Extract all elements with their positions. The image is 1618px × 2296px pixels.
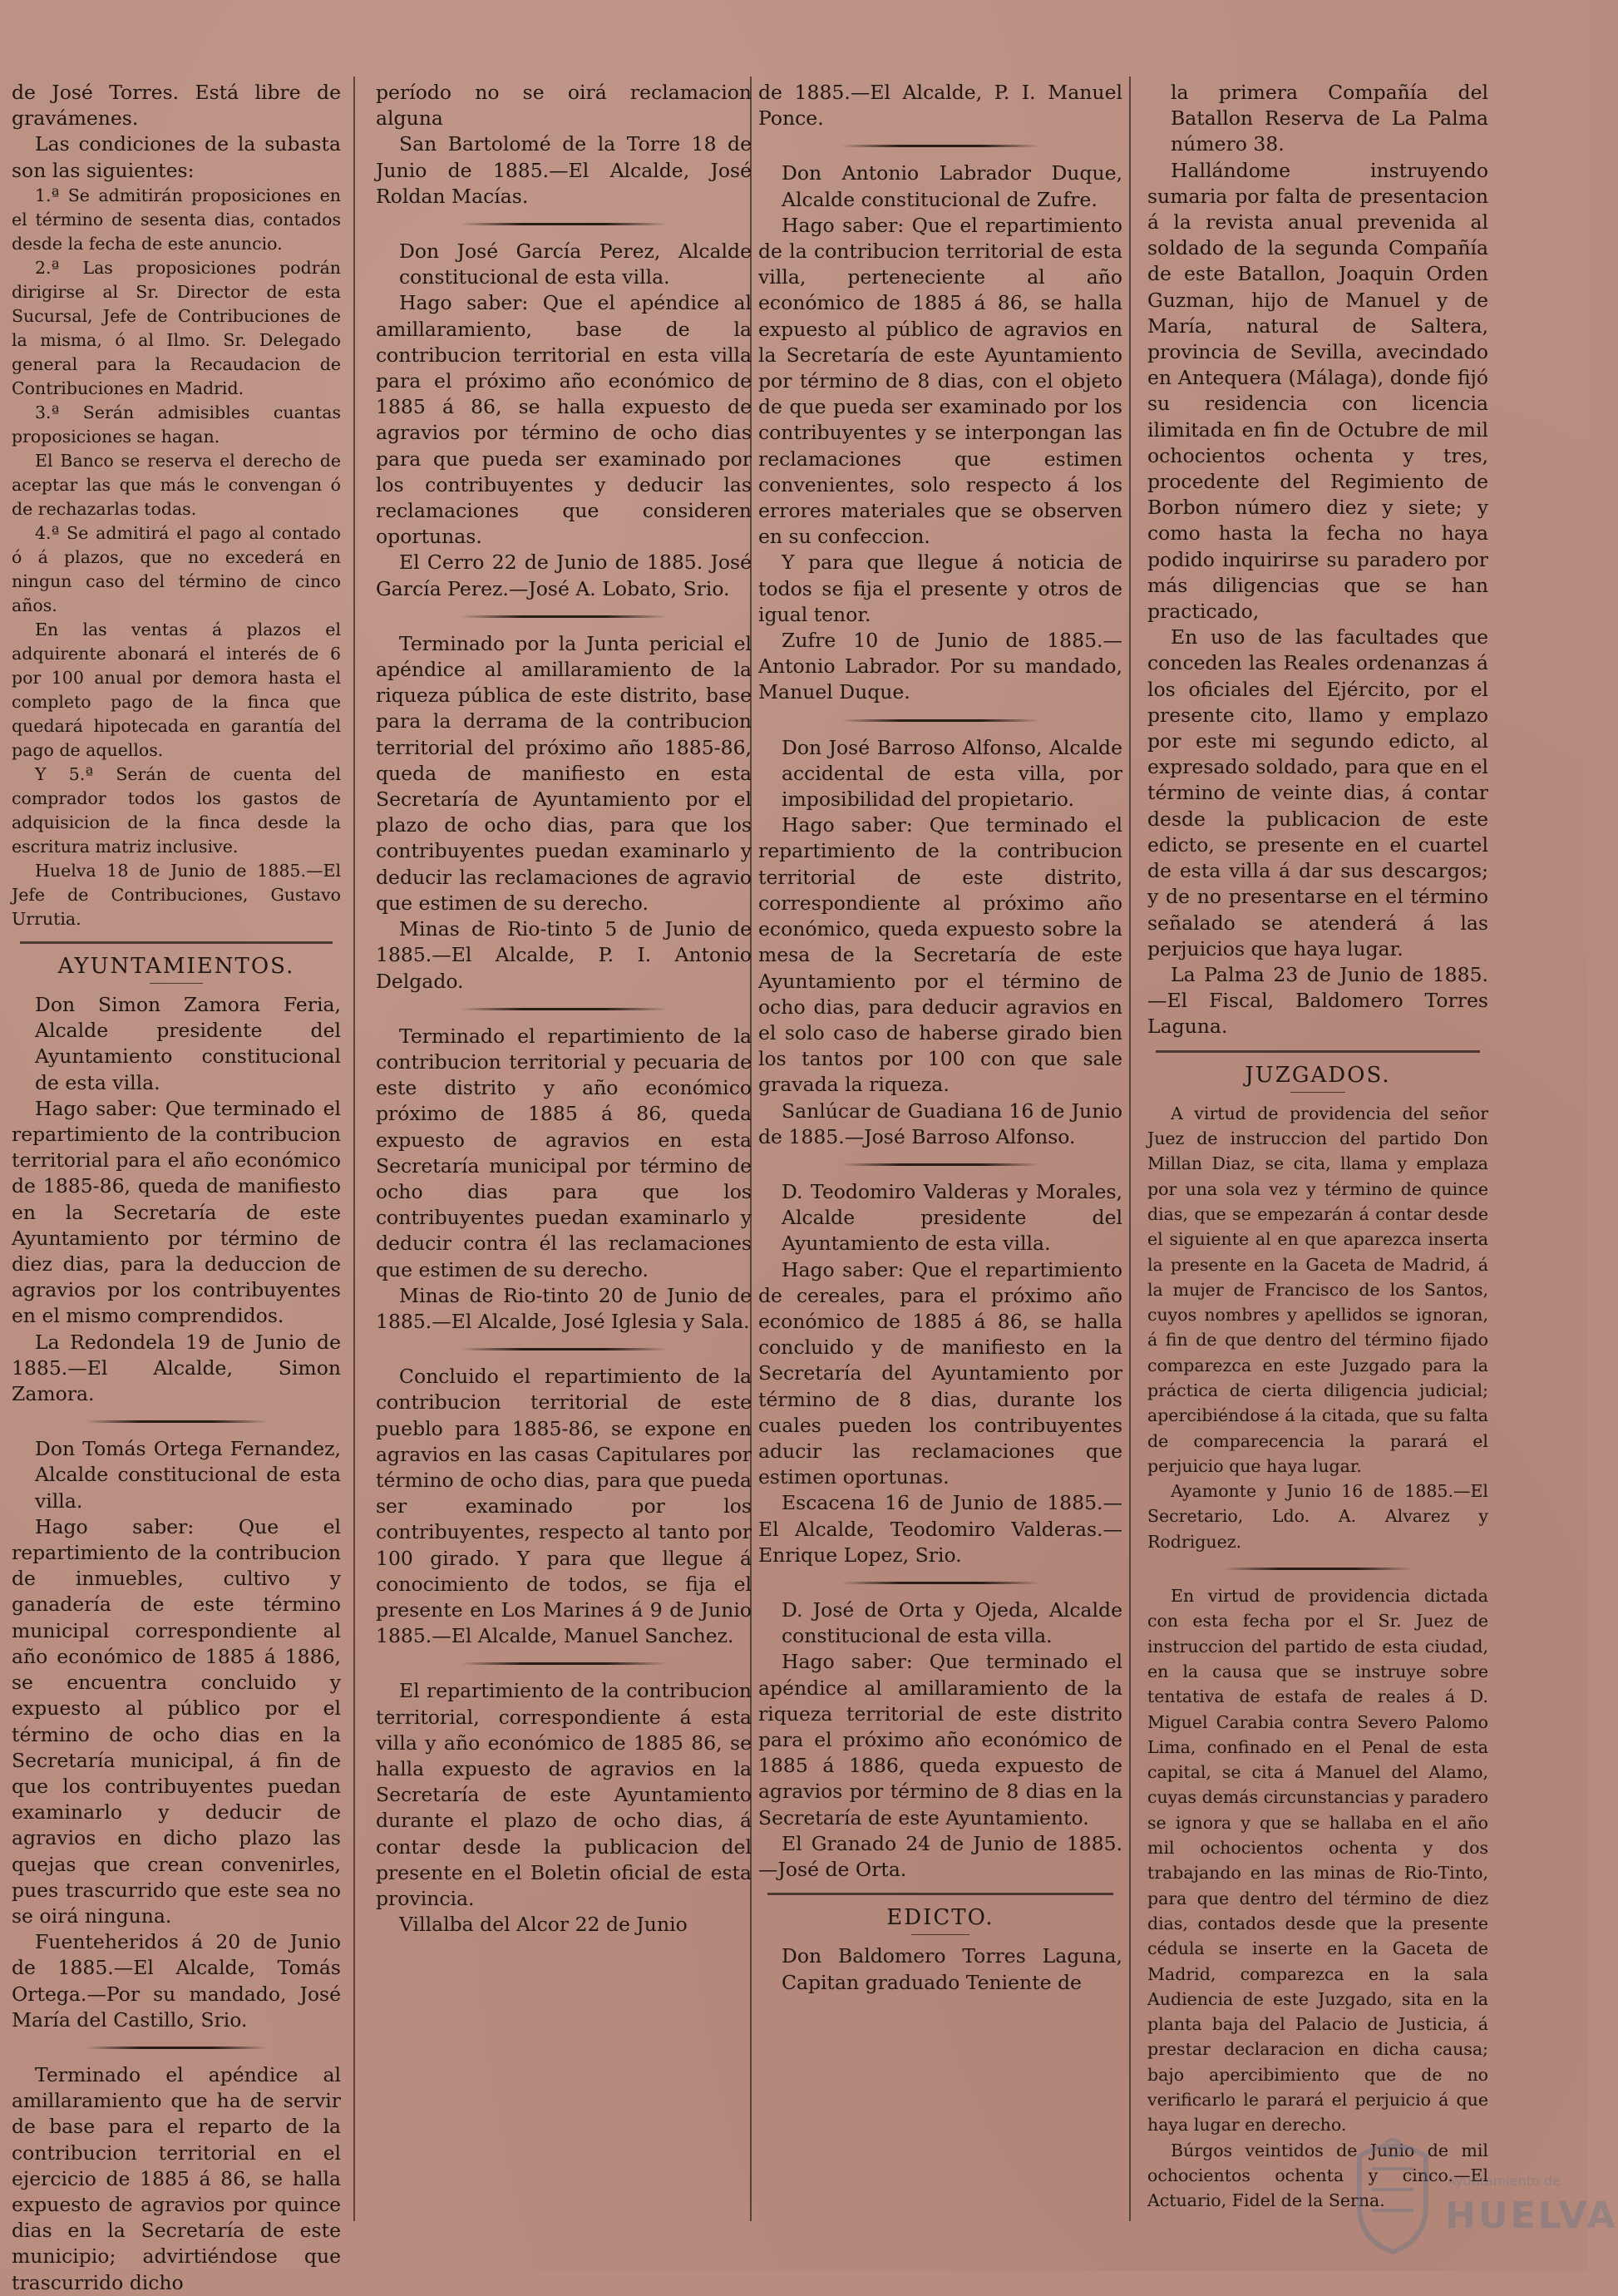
divider bbox=[767, 1893, 1113, 1895]
paragraph: Hago saber: Que terminado el repartimiento de la contribucion territorial de este distrito, correspondiente al próximo año económico, queda expuesto sobre la mesa de la Secretaría de este Ayuntamiento por el término de ocho dias, para deducir agravios en el solo caso de haberse girado bien los tantos por 100 con que sale gravada la riqueza. bbox=[758, 813, 1122, 1097]
divider bbox=[1224, 1568, 1412, 1570]
column-2 bbox=[376, 80, 752, 2238]
signature: Minas de Rio-tinto 20 de Junio de 1885.—El Alcalde, José Iglesia y Sala. bbox=[376, 1283, 752, 1333]
paragraph: de José Torres. Está libre de gravámenes. bbox=[12, 81, 341, 131]
divider bbox=[86, 1420, 267, 1423]
paragraph: Hago saber: Que el repartimiento de la contribucion territorial de esta villa, perteneciente al año económico de 1885 á 86, se halla expuesto al público de agravios en la Secretaría de este Ayuntamiento por término de 8 dias, con el objeto de que pueda ser examinado por los contribuyentes y se interpongan las reclamaciones que estimen convenientes, solo respecto á los errores materiales que se observen en su confeccion. bbox=[758, 213, 1122, 549]
column-rule bbox=[1129, 77, 1131, 2221]
signature: Zufre 10 de Junio de 1885.—Antonio Labrador. Por su mandado, Manuel Duque. bbox=[758, 629, 1122, 704]
divider bbox=[841, 719, 1041, 722]
notice-title: la primera Compañía del Batallon Reserva de La Palma número 38. bbox=[1171, 81, 1488, 156]
signature: Minas de Rio-tinto 5 de Junio de 1885.—El Alcalde, P. I. Antonio Delgado. bbox=[376, 917, 752, 993]
divider bbox=[86, 2047, 267, 2049]
signature: Fuenteheridos á 20 de Junio de 1885.—El Alcalde, Tomás Ortega.—Por su mandado, José María del Castillo, Srio. bbox=[12, 1930, 341, 2032]
divider bbox=[841, 145, 1041, 147]
paragraph: En virtud de providencia dictada con esta fecha por el Sr. Juez de instruccion del partido de esta ciudad, en la causa que se instruye sobre tentativa de estafa de reales á D. Miguel Carabia contra Severo Palomo Lima, confinado en el Penal de esta capital, se cita á Manuel del Alamo, cuyas demás circunstancias y paradero se ignora y que se hallaba en el año mil ochocientos ochenta y dos trabajando en las minas de Rio-Tinto, para que dentro del término de diez dias, contados desde que la presente cédula se inserte en la Gaceta de Madrid, comparezca en la sala Audiencia de este Juzgado, sita en la planta baja del Palacio de Justicia, á prestar declaracion en dicha causa; bajo apercibimiento que de no verificarlo le parará el perjuicio á que haya lugar en derecho. bbox=[1147, 1586, 1488, 2136]
paragraph: Hago saber: Que el apéndice al amillaramiento, base de la contribucion territorial en esta villa para el próximo año económico de 1885 á 86, se halla expuesto de agravios por término de ocho dias para que pueda ser examinado por los contribuyentes y deducir las reclamaciones que consideren oportunas. bbox=[376, 291, 752, 549]
divider bbox=[1290, 1092, 1345, 1093]
signature: Escacena 16 de Junio de 1885.—El Alcalde, Teodomiro Valderas.—Enrique Lopez, Srio. bbox=[758, 1491, 1122, 1567]
seal-name: HUELVA bbox=[1445, 2195, 1618, 2237]
paragraph: Y para que llegue á noticia de todos se fija el presente y otros de igual tenor. bbox=[758, 551, 1122, 626]
paragraph: En uso de las facultades que conceden las Reales ordenanzas á los oficiales del Ejército, por el presente cito, llamo y emplazo por este mi segundo edicto, al expresado soldado, para que en el término de veinte dias, á contar desde la publicacion de este edicto, se presente en el cuartel de esta villa á dar sus descargos; y de no presentarse en el término señalado se atenderá á las perjuicios que haya lugar. bbox=[1147, 625, 1488, 960]
column-rule bbox=[353, 77, 355, 2221]
notice-title: Don Antonio Labrador Duque, Alcalde constitucional de Zufre. bbox=[782, 161, 1122, 211]
seal-caption: Ayuntamiento de bbox=[1447, 2173, 1561, 2189]
paragraph: El Banco se reserva el derecho de aceptar las que más le convengan ó de rechazarlas todas. bbox=[12, 450, 341, 519]
paragraph: Hallándome instruyendo sumaria por falta de presentacion á la revista anual prevenida al soldado de la segunda Compañía de este Batallon, Joaquin Orden Guzman, hijo de Manuel y de María, natural de Saltera, provincia de Sevilla, avecindado en Antequera (Málaga), donde fijó su residencia con licencia ilimitada en fin de Octubre de mil ochocientos ochenta y tres, procedente del Regimiento de Borbon número diez y siete; y como hasta la fecha no haya podido inquirirse su paradero por más diligencias que se han practicado, bbox=[1147, 158, 1488, 624]
paragraph: período no se oirá reclamacion alguna bbox=[376, 81, 752, 131]
paragraph: Concluido el repartimiento de la contribucion territorial de este pueblo para 1885-86, se expone en agravios en las casas Capitulares por término de ocho dias, para que pueda ser examinado por los contribuyentes, respecto al tanto por 100 girado. Y para que llegue á conocimiento de todos, se fija el presente en Los Marines á 9 de Junio 1885.—El Alcalde, Manuel Sanchez. bbox=[376, 1365, 752, 1648]
paragraph: Hago saber: Que el repartimiento de cereales, para el próximo año económico de 1885 á 86, se halla concluido y de manifiesto en la Secretaría del Ayuntamiento por término de 8 dias, durante los cuales pueden los contribuyentes aducir las reclamaciones que estimen oportunas. bbox=[758, 1257, 1122, 1489]
paragraph: 3.ª Serán admisibles cuantas proposiciones se hagan. bbox=[12, 402, 341, 447]
paragraph: Hago saber: Que terminado el apéndice al amillaramiento de la riqueza territorial de este distrito para el próximo año económico de 1885 á 1886, queda expuesto de agravios por término de 8 dias en la Secretaría de este Ayuntamiento. bbox=[758, 1650, 1122, 1829]
paragraph: Terminado el repartimiento de la contribucion territorial y pecuaria de este distrito y año económico próximo de 1885 á 86, queda expuesto de agravios en esta Secretaría municipal por término de ocho dias para que los contribuyentes puedan examinarlo y deducir contra él las reclamaciones que estimen de su derecho. bbox=[376, 1024, 752, 1281]
juzgados-section bbox=[1147, 1101, 1488, 2214]
divider bbox=[20, 941, 333, 944]
section-heading: EDICTO. bbox=[886, 1905, 994, 1931]
divider bbox=[911, 1934, 969, 1935]
signature: Sanlúcar de Guadiana 16 de Junio de 1885.—José Barroso Alfonso. bbox=[758, 1099, 1122, 1148]
notice-title: Don Tomás Ortega Fernandez, Alcalde constitucional de esta villa. bbox=[35, 1437, 341, 1513]
paragraph: Terminado por la Junta pericial el apéndice al amillaramiento de la riqueza pública de este distrito, base para la derrama de la contribucion territorial del próximo año 1885-86, queda de manifiesto en esta Secretaría de Ayuntamiento por el plazo de ocho dias, para que los contribuyentes puedan examinarlo y deducir las reclamaciones de agravio que estimen de su derecho. bbox=[376, 631, 752, 915]
notice-title: Don Simon Zamora Feria, Alcalde presidente del Ayuntamiento constitucional de esta villa. bbox=[35, 993, 341, 1094]
notice-title: D. Teodomiro Valderas y Morales, Alcalde presidente del Ayuntamiento de esta villa. bbox=[782, 1179, 1122, 1256]
signature: La Palma 23 de Junio de 1885.—El Fiscal, Baldomero Torres Laguna. bbox=[1147, 962, 1488, 1039]
divider bbox=[841, 1582, 1041, 1584]
divider bbox=[461, 1008, 668, 1010]
paragraph: Y 5.ª Serán de cuenta del comprador todos los gastos de adquisicion de la finca desde la escritura matriz inclusive. bbox=[12, 763, 341, 857]
signature: El Granado 24 de Junio de 1885.—José de Orta. bbox=[758, 1831, 1122, 1881]
notice-title: Don José Barroso Alfonso, Alcalde accidental de esta villa, por imposibilidad del propietario. bbox=[782, 735, 1122, 812]
paragraph: El repartimiento de la contribucion territorial, correspondiente á esta villa y año económico de 1885 86, se halla expuesto de agravios en la Secretaría de este Ayuntamiento durante el plazo de ocho dias, á contar desde la publicacion del presente en el Boletin oficial de esta provincia. bbox=[376, 1679, 752, 1910]
divider bbox=[1156, 1050, 1480, 1053]
paragraph: Hago saber: Que el repartimiento de la contribucion de inmuebles, cultivo y ganadería de este término municipal correspondiente al año económico de 1885 á 1886, se encuentra concluido y expuesto al público por el término de ocho dias en la Secretaría municipal, á fin de que los contribuyentes puedan examinarlo y deducir de agravios en dicho plazo las quejas que crean convenirles, pues trascurrido que este sea no se oirá ninguna. bbox=[12, 1514, 341, 1928]
paragraph: 4.ª Se admitirá el pago al contado ó á plazos, que no excederá en ningun caso del término de cinco años. bbox=[12, 522, 341, 615]
signature: La Redondela 19 de Junio de 1885.—El Alcalde, Simon Zamora. bbox=[12, 1330, 341, 1406]
paragraph: Hago saber: Que terminado el repartimiento de la contribucion territorial para el año económico de 1885-86, queda de manifiesto en la Secretaría de este Ayuntamiento por término de diez dias, para la deduccion de agravios por los contribuyentes en el mismo comprendidos. bbox=[12, 1096, 341, 1328]
signature: Ayamonte y Junio 16 de 1885.—El Secretario, Ldo. A. Alvarez y Rodriguez. bbox=[1147, 1481, 1488, 1552]
column-4 bbox=[1147, 80, 1488, 2238]
paragraph: En las ventas á plazos el adquirente abonará el interés de 6 por 100 anual por demora hasta el completo pago de la finca que quedará hipotecada en garantía del pago de aquellos. bbox=[12, 619, 341, 760]
column-3 bbox=[758, 80, 1122, 2238]
paragraph: Las condiciones de la subasta son las siguientes: bbox=[12, 132, 341, 182]
section-heading: AYUNTAMIENTOS. bbox=[57, 953, 295, 979]
paragraph: 1.ª Se admitirán proposiciones en el término de sesenta dias, contados desde la fecha de este anuncio. bbox=[12, 185, 341, 254]
signature: de 1885.—El Alcalde, P. I. Manuel Ponce. bbox=[758, 81, 1122, 131]
divider bbox=[150, 983, 202, 984]
paragraph: A virtud de providencia del señor Juez de instruccion del partido Don Millan Diaz, se cita, llama y emplaza por una sola vez y término de quince dias, que se empezarán á contar desde el siguiente al en que aparezca inserta la presente en la Gaceta de Madrid, á la mujer de Francisco de los Santos, cuyos nombres y apellidos se ignoran, á fin de que dentro del término fijado comparezca en este Juzgado para la práctica de cierta diligencia judicial; apercibiéndose á la citada, que su falta de comparecencia la parará el perjuicio que haya lugar. bbox=[1147, 1103, 1488, 1476]
divider bbox=[461, 1348, 668, 1350]
paragraph: 2.ª Las proposiciones podrán dirigirse al Sr. Director de esta Sucursal, Jefe de Contribuciones de la misma, ó al Ilmo. Sr. Delegado general para la Recaudacion de Contribuciones en Madrid. bbox=[12, 257, 341, 398]
notice-title: D. José de Orta y Ojeda, Alcalde constitucional de esta villa. bbox=[782, 1597, 1122, 1648]
divider bbox=[841, 1163, 1041, 1166]
signature: Huelva 18 de Junio de 1885.—El Jefe de Contribuciones, Gustavo Urrutia. bbox=[12, 860, 341, 929]
divider bbox=[461, 223, 668, 225]
divider bbox=[461, 615, 668, 618]
column-1 bbox=[12, 80, 341, 2294]
paragraph: Terminado el apéndice al amillaramiento que ha de servir de base para el reparto de la contribucion territorial en el ejercicio de 1885 á 86, se halla expuesto de agravios por quince dias en la Secretaría de este municipio; advirtiéndose que trascurrido dicho bbox=[12, 2062, 341, 2294]
signature: El Cerro 22 de Junio de 1885. José García Perez.—José A. Lobato, Srio. bbox=[376, 551, 752, 600]
signature: Búrgos veintidos de Junio de mil ochocientos ochenta y cinco.—El Actuario, Fidel de la Serna. bbox=[1147, 2140, 1488, 2211]
notice-title: Don José García Perez, Alcalde constitucional de esta villa. bbox=[399, 239, 752, 289]
divider bbox=[461, 1662, 668, 1665]
section-heading: JUZGADOS. bbox=[1245, 1062, 1391, 1088]
signature: San Bartolomé de la Torre 18 de Junio de 1885.—El Alcalde, José Roldan Macías. bbox=[376, 132, 752, 208]
signature: Villalba del Alcor 22 de Junio bbox=[399, 1913, 688, 1937]
notice-title: Don Baldomero Torres Laguna, Capitan graduado Teniente de bbox=[782, 1944, 1122, 1994]
